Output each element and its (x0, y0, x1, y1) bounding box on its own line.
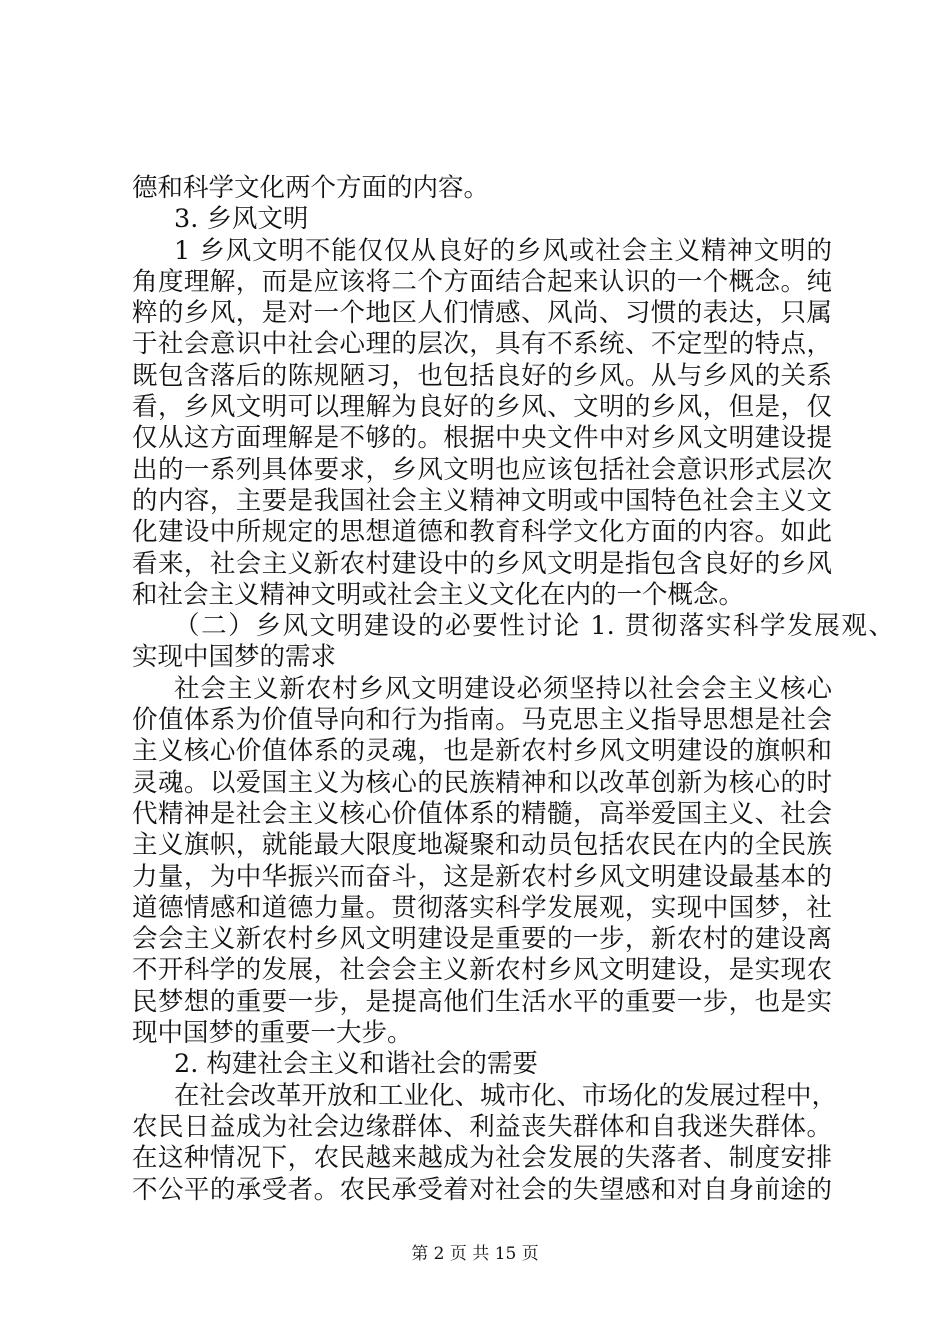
text-line: 现中国梦的重要一大步。 (132, 1018, 413, 1049)
text-line: 主义旗帜，就能最大限度地凝聚和动员包括农民在内的全民族 (132, 830, 832, 861)
text-line: 仅从这方面理解是不够的。根据中央文件中对乡风文明建设提 (132, 423, 832, 454)
text-line: 价值体系为价值导向和行为指南。马克思主义指导思想是社会 (132, 705, 832, 736)
text-line: 在社会改革开放和工业化、城市化、市场化的发展过程中， (174, 1080, 838, 1111)
text-line: 灵魂。以爱国主义为核心的民族精神和以改革创新为核心的时 (132, 767, 832, 798)
text-line: 1 乡风文明不能仅仅从良好的乡风或社会主义精神文明的 (174, 235, 832, 266)
text-line: 化建设中所规定的思想道德和教育科学文化方面的内容。如此 (132, 517, 832, 548)
text-line: 在这种情况下，农民越来越成为社会发展的失落者、制度安排 (132, 1143, 832, 1174)
text-line: 于社会意识中社会心理的层次，具有不系统、不定型的特点， (132, 329, 832, 360)
section-heading: （二）乡风文明建设的必要性讨论 1. 贯彻落实科学发展观、 (174, 611, 894, 642)
document-body (132, 173, 894, 1206)
text-line: 看来，社会主义新农村建设中的乡风文明是指包含良好的乡风 (132, 548, 832, 579)
section-heading: 3. 乡风文明 (174, 204, 309, 235)
text-line: 会会主义新农村乡风文明建设是重要的一步，新农村的建设离 (132, 924, 832, 955)
text-line: 代精神是社会主义核心价值体系的精髓，高举爱国主义、社会 (132, 798, 832, 829)
text-line: 和社会主义精神文明或社会主义文化在内的一个概念。 (132, 579, 745, 610)
text-line: 农民日益成为社会边缘群体、利益丧失群体和自我迷失群体。 (132, 1111, 832, 1142)
text-line: 角度理解，而是应该将二个方面结合起来认识的一个概念。纯 (132, 266, 832, 297)
text-line: 社会主义新农村乡风文明建设必须坚持以社会会主义核心 (174, 673, 832, 704)
page-footer: 第 2 页 共 15 页 (411, 1244, 539, 1264)
text-line: 出的一系列具体要求，乡风文明也应该包括社会意识形式层次 (132, 454, 832, 485)
text-line: 力量，为中华振兴而奋斗，这是新农村乡风文明建设最基本的 (132, 861, 832, 892)
text-line: 道德情感和道德力量。贯彻落实科学发展观，实现中国梦，社 (132, 892, 832, 923)
text-line: 民梦想的重要一步，是提高他们生活水平的重要一步，也是实 (132, 986, 832, 1017)
text-line: 不公平的承受者。农民承受着对社会的失望感和对自身前途的 (132, 1174, 832, 1205)
text-line: 看，乡风文明可以理解为良好的乡风、文明的乡风，但是，仅 (132, 392, 832, 423)
text-line: 粹的乡风，是对一个地区人们情感、风尚、习惯的表达，只属 (132, 298, 832, 329)
section-heading: 2. 构建社会主义和谐社会的需要 (174, 1049, 538, 1080)
text-line: 的内容，主要是我国社会主义精神文明或中国特色社会主义文 (132, 485, 832, 516)
text-line: 德和科学文化两个方面的内容。 (132, 173, 490, 203)
section-heading: 实现中国梦的需求 (132, 642, 337, 673)
text-line: 既包含落后的陈规陋习，也包括良好的乡风。从与乡风的关系 (132, 360, 832, 391)
text-line: 不开科学的发展，社会会主义新农村乡风文明建设，是实现农 (132, 955, 832, 986)
text-line: 主义核心价值体系的灵魂，也是新农村乡风文明建设的旗帜和 (132, 736, 832, 767)
